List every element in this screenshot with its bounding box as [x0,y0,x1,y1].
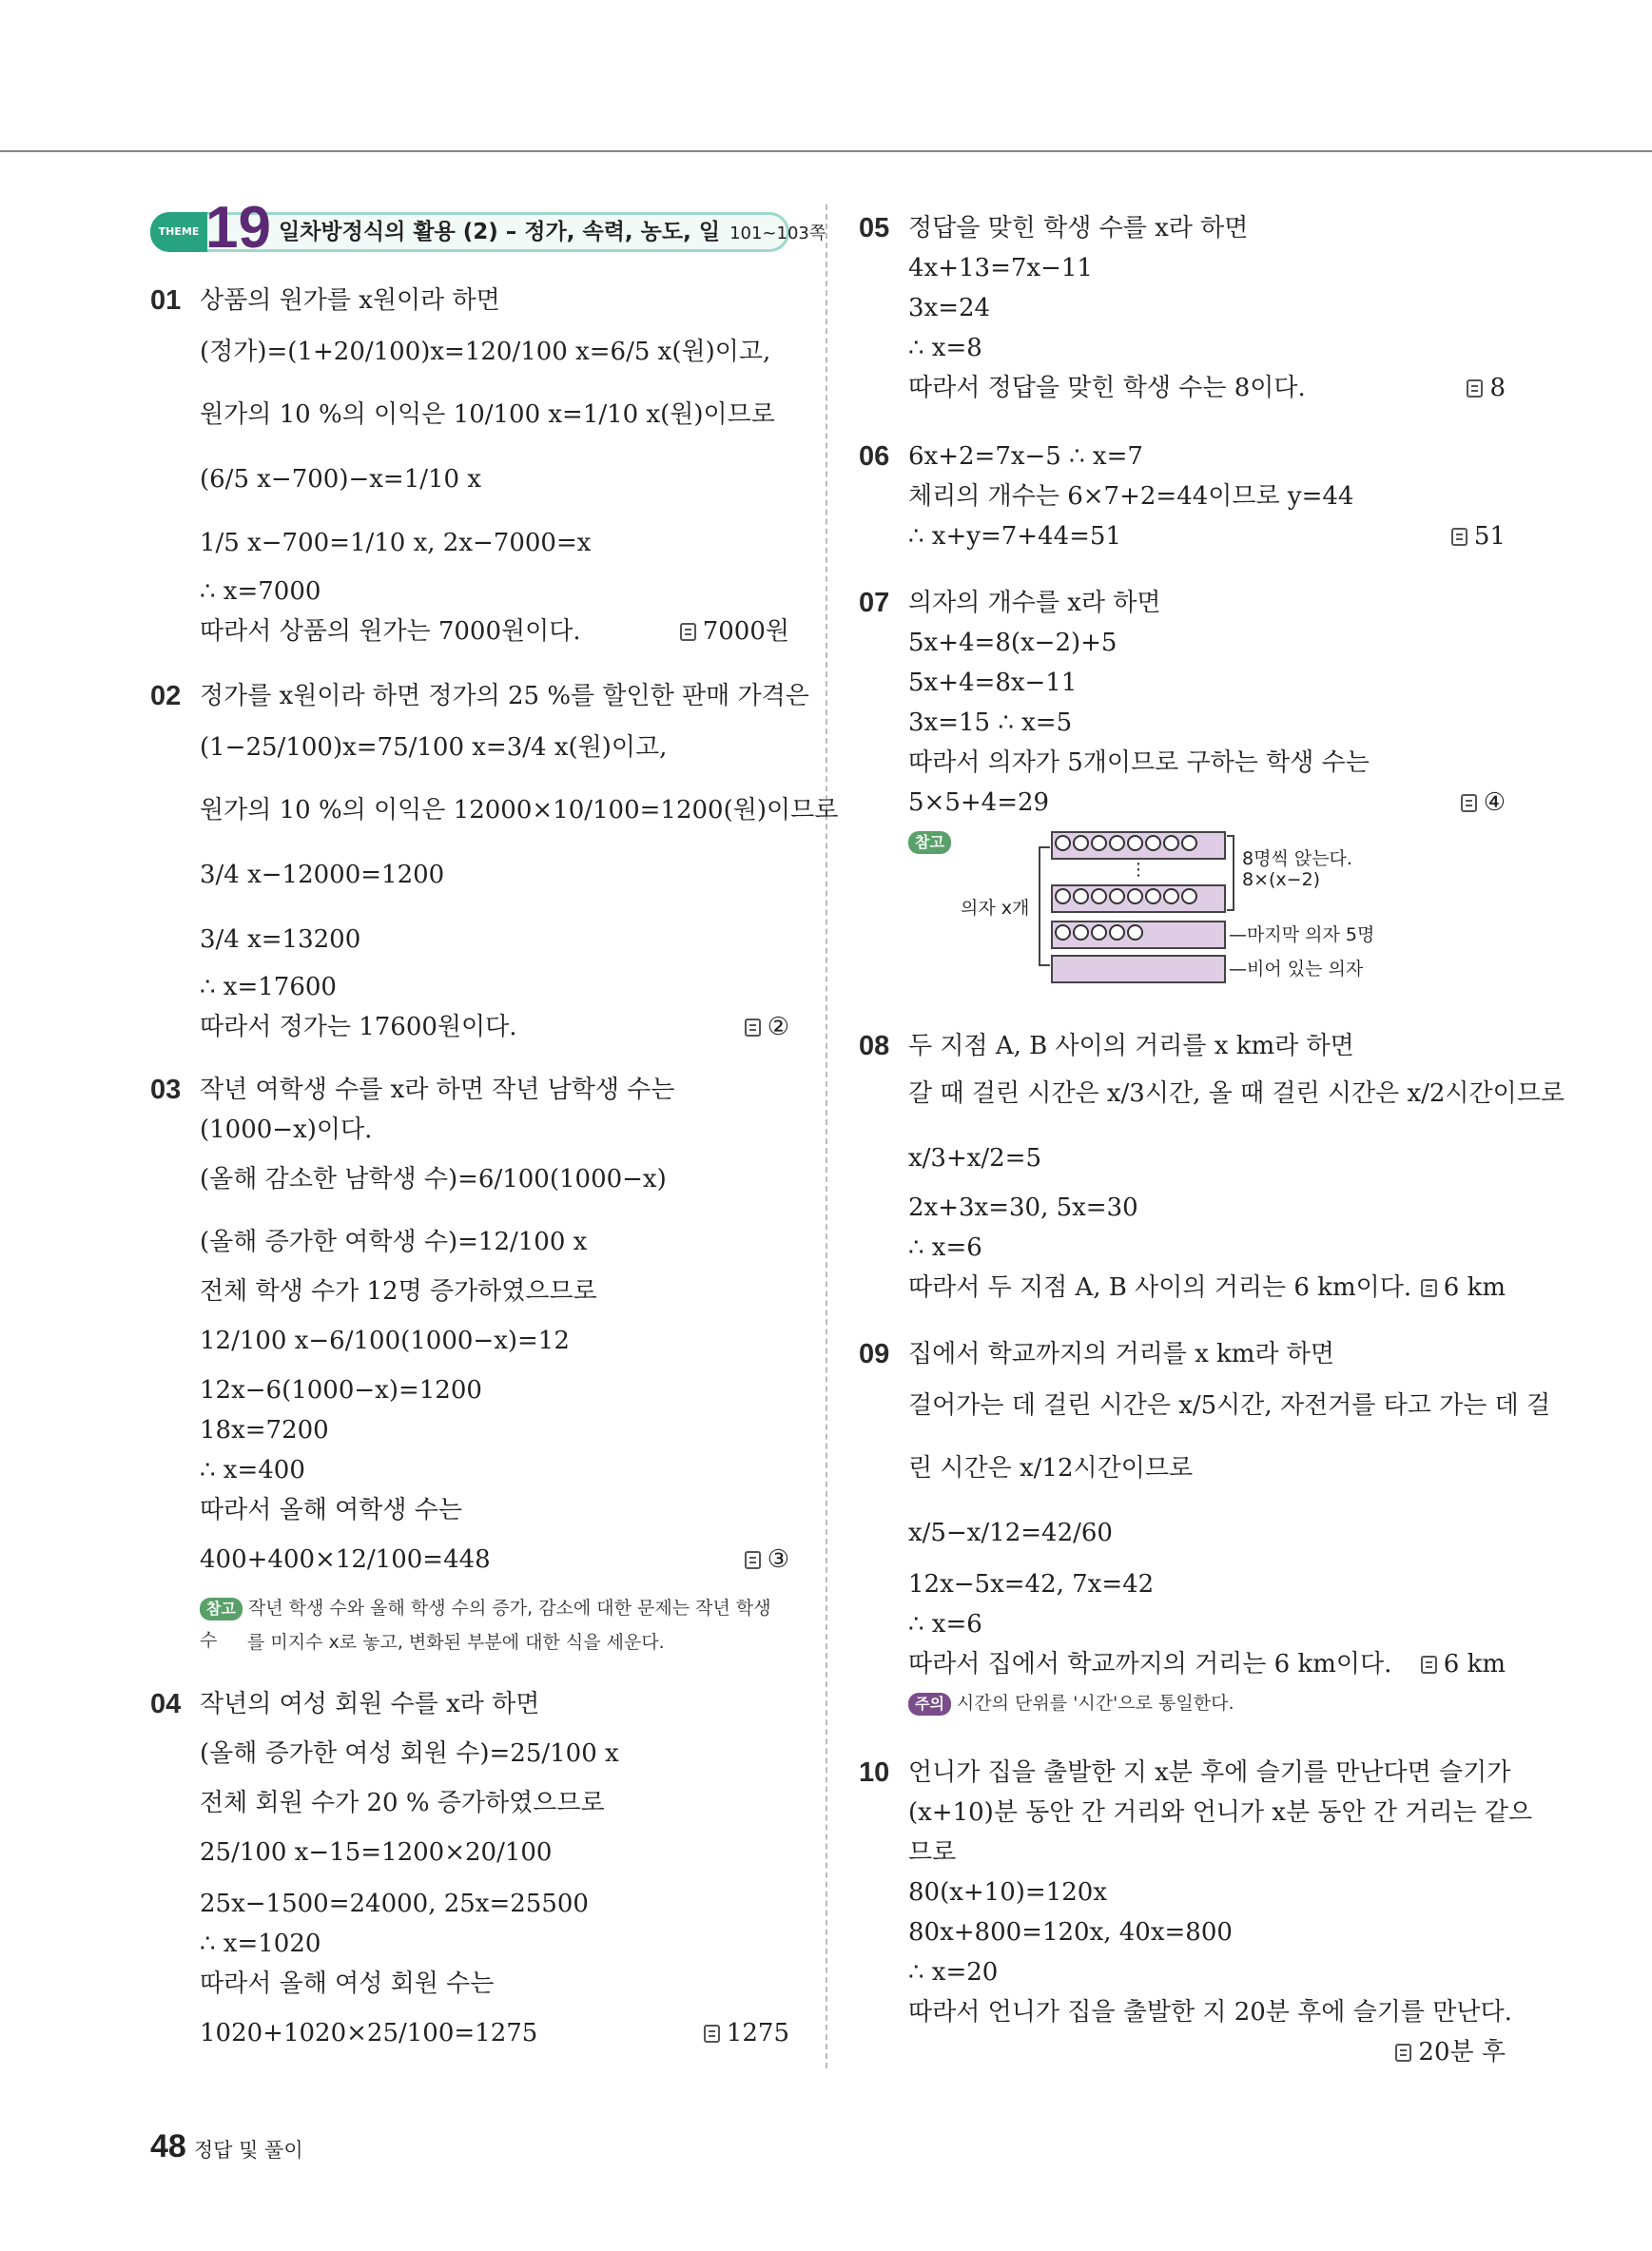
solution-line: ∴ x+y=7+44=51 [908,522,1122,551]
answer [704,2016,789,2050]
solution-line: 따라서 집에서 학교까지의 거리는 6 km이다. [908,1650,1392,1679]
solution-line: 므로 [908,1838,957,1867]
solution-line: 1/5 x−700=1/10 x, 2x−7000=x [200,529,592,557]
solution-line: 3/4 x=13200 [200,925,361,954]
solution-line: 정가를 x원이라 하면 정가의 25 %를 할인한 판매 가격은 [200,682,809,710]
solution-line: ∴ x=7000 [200,577,321,606]
solution-line: 6x+2=7x−5 ∴ x=7 [908,442,1143,471]
answer-value: 51 [1473,522,1506,551]
solution-line: 따라서 의자가 5개이므로 구하는 학생 수는 [908,748,1370,777]
solution-line: 5×5+4=29 [908,788,1050,817]
diagram-label: —마지막 의자 5명 [1229,924,1375,945]
solution-line: 18x=7200 [200,1416,329,1445]
solution-line: 따라서 두 지점 A, B 사이의 거리는 6 km이다. [908,1273,1412,1302]
solution-line: (1000−x)이다. [200,1116,373,1144]
note-text: 시간의 단위를 '시간'으로 통일한다. [956,1693,1234,1714]
answer-value: 8 [1489,374,1506,402]
solution-line: 갈 때 걸린 시간은 x/3시간, 올 때 걸린 시간은 x/2시간이므로 [908,1079,1565,1108]
diagram-label: 8명씩 앉는다. [1242,848,1352,869]
solution-line: 작년 여학생 수를 x라 하면 작년 남학생 수는 [200,1076,675,1104]
page-footer [150,2128,303,2165]
solution-line: 5x+4=8(x−2)+5 [908,629,1118,657]
problem-number: 10 [859,1757,890,1788]
note [908,1687,1506,1719]
right-bracket [1227,835,1234,911]
answer-icon [680,623,696,641]
theme-label: THEME [150,212,207,252]
solution-line: 80x+800=120x, 40x=800 [908,1918,1233,1947]
chair-row-empty [1051,955,1226,983]
answer-value: ② [767,1013,789,1041]
solution-line: (올해 감소한 남학생 수)=6/100(1000−x) [200,1165,667,1193]
solution-line: ∴ x=8 [908,334,982,362]
solution-line: ∴ x=17600 [200,973,337,1001]
answer [745,1010,789,1044]
solution-line: (정가)=(1+20/100)x=120/100 x=6/5 x(원)이고, [200,338,771,366]
header-rule [0,150,1652,152]
answer [1451,519,1506,553]
problem-number: 05 [859,213,890,243]
solution-line: 따라서 올해 여성 회원 수는 [200,1970,495,1998]
solution-line: 따라서 상품의 원가는 7000원이다. [200,617,581,646]
answer-icon [1467,379,1483,398]
column-divider [826,204,827,2068]
solution-line: 따라서 정가는 17600원이다. [200,1013,517,1041]
problem-number: 09 [859,1339,890,1369]
diagram-label: 8×(x−2) [1242,869,1321,890]
solution-line: 25/100 x−15=1200×20/100 [200,1838,553,1867]
solution-line: ∴ x=20 [908,1958,999,1987]
left-bracket [1039,846,1050,966]
note-tag: 참고 [908,831,951,854]
problem-number: 02 [150,681,182,711]
answer [1421,1271,1506,1305]
solution-line: 12/100 x−6/100(1000−x)=12 [200,1327,570,1355]
solution-line: x/3+x/2=5 [908,1144,1042,1173]
solution-line: 따라서 올해 여학생 수는 [200,1496,462,1524]
answer-value: ③ [767,1545,789,1574]
solution-line: 원가의 10 %의 이익은 10/100 x=1/10 x(원)이므로 [200,400,775,429]
answer-icon [745,1019,761,1037]
solution-line: ∴ x=6 [908,1233,982,1262]
note-tag: 참고 [200,1598,243,1620]
solution-line: 두 지점 A, B 사이의 거리를 x km라 하면 [908,1032,1354,1060]
problem-number: 08 [859,1031,890,1061]
answer-icon [704,2025,720,2043]
solution-line: (올해 증가한 여학생 수)=12/100 x [200,1228,588,1256]
answer [745,1543,789,1577]
solution-line: 의자의 개수를 x라 하면 [908,589,1161,617]
problem-number: 06 [859,441,890,472]
note [247,1626,789,1659]
solution-line: ∴ x=6 [908,1610,982,1639]
solution-line: 3/4 x−12000=1200 [200,861,445,889]
answer-value: ④ [1483,788,1506,817]
theme-number: 19 [205,195,271,261]
solution-line: 따라서 언니가 집을 출발한 지 20분 후에 슬기를 만난다. [908,1998,1512,2027]
solution-line: 400+400×12/100=448 [200,1545,491,1574]
problem-number: 07 [859,588,890,618]
note-tag: 주의 [908,1693,951,1716]
answer-value: 6 km [1443,1273,1506,1302]
solution-line: 4x+13=7x−11 [908,254,1093,282]
answer-value: 6 km [1443,1650,1506,1679]
answer [1467,371,1506,405]
answer-icon [1451,528,1467,546]
solution-line: 1020+1020×25/100=1275 [200,2019,538,2047]
solution-line: 언니가 집을 출발한 지 x분 후에 슬기를 만난다면 슬기가 [908,1758,1511,1787]
solution-line: (x+10)분 동안 간 거리와 언니가 x분 동안 간 거리는 같으 [908,1798,1533,1827]
solution-line: 상품의 원가를 x원이라 하면 [200,286,500,315]
solution-line: 5x+4=8x−11 [908,669,1078,697]
solution-line: (1−25/100)x=75/100 x=3/4 x(원)이고, [200,733,668,762]
solution-line: (6/5 x−700)−x=1/10 x [200,465,482,494]
problem-number: 04 [150,1689,182,1719]
chair-row-full [1051,831,1226,860]
diagram-left-label: 의자 x개 [961,898,1030,919]
answer-icon [1421,1656,1437,1674]
solution-line: 25x−1500=24000, 25x=25500 [200,1890,589,1918]
answer-value: 20분 후 [1418,2038,1506,2067]
problem-number: 01 [150,285,182,316]
solution-line: 린 시간은 x/12시간이므로 [908,1454,1194,1483]
solution-line: x/5−x/12=42/60 [908,1519,1113,1547]
diagram-label-text: 비어 있는 의자 [1247,959,1364,980]
solution-line: 원가의 10 %의 이익은 12000×10/100=1200(원)이므로 [200,796,839,825]
answer-icon [1461,794,1477,812]
answer-icon [1421,1279,1437,1297]
theme-header [150,195,826,261]
footer-label: 정답 및 풀이 [193,2139,303,2162]
solution-line: 3x=24 [908,294,991,322]
answer-icon [745,1551,761,1569]
answer-value: 7000원 [702,617,789,646]
solution-line: 3x=15 ∴ x=5 [908,708,1073,737]
answer [1421,1647,1506,1681]
solution-line: 12x−6(1000−x)=1200 [200,1376,482,1405]
solution-line: 정답을 맞힌 학생 수를 x라 하면 [908,214,1249,243]
solution-line: 작년의 여성 회원 수를 x라 하면 [200,1690,540,1718]
solution-line: 집에서 학교까지의 거리를 x km라 하면 [908,1340,1335,1368]
answer-value: 1275 [726,2019,789,2047]
answer-icon [1395,2044,1411,2062]
note-text: 를 미지수 x로 놓고, 변화된 부분에 대한 식을 세운다. [247,1632,665,1653]
answer [1395,2035,1506,2069]
solution-line: 전체 회원 수가 20 % 증가하였으므로 [200,1789,605,1817]
answer [1461,786,1506,820]
solution-line: 따라서 정답을 맞힌 학생 수는 8이다. [908,374,1306,402]
solution-line: ∴ x=1020 [200,1930,321,1958]
chair-diagram [961,825,1427,987]
problem-number: 03 [150,1075,182,1105]
diagram-label: —비어 있는 의자 [1229,959,1364,980]
solution-line: 2x+3x=30, 5x=30 [908,1193,1138,1222]
solution-line: ∴ x=400 [200,1456,305,1484]
solution-line: 80(x+10)=120x [908,1878,1107,1907]
diagram-dots: ⋮ [1130,860,1147,880]
chair-row-last [1051,921,1226,949]
theme-pages: 101~103쪽 [729,223,826,243]
theme-title-text: 일차방정식의 활용 (2) – 정가, 속력, 농도, 일 [279,220,721,244]
solution-line: (올해 증가한 여성 회원 수)=25/100 x [200,1739,619,1768]
note-text: 작년 학생 수와 올해 학생 수의 증가, 감소에 대한 문제는 작년 학생 수 [200,1598,771,1651]
answer [680,614,789,649]
solution-line: 체리의 개수는 6×7+2=44이므로 y=44 [908,482,1354,511]
solution-line: 걸어가는 데 걸린 시간은 x/5시간, 자전거를 타고 가는 데 걸 [908,1391,1551,1420]
solution-line: 전체 학생 수가 12명 증가하였으므로 [200,1277,597,1306]
theme-title [279,212,826,254]
solution-line: 12x−5x=42, 7x=42 [908,1570,1155,1599]
diagram-label-text: 마지막 의자 5명 [1247,924,1375,945]
chair-row-full [1051,884,1226,913]
page-number: 48 [150,2128,186,2164]
